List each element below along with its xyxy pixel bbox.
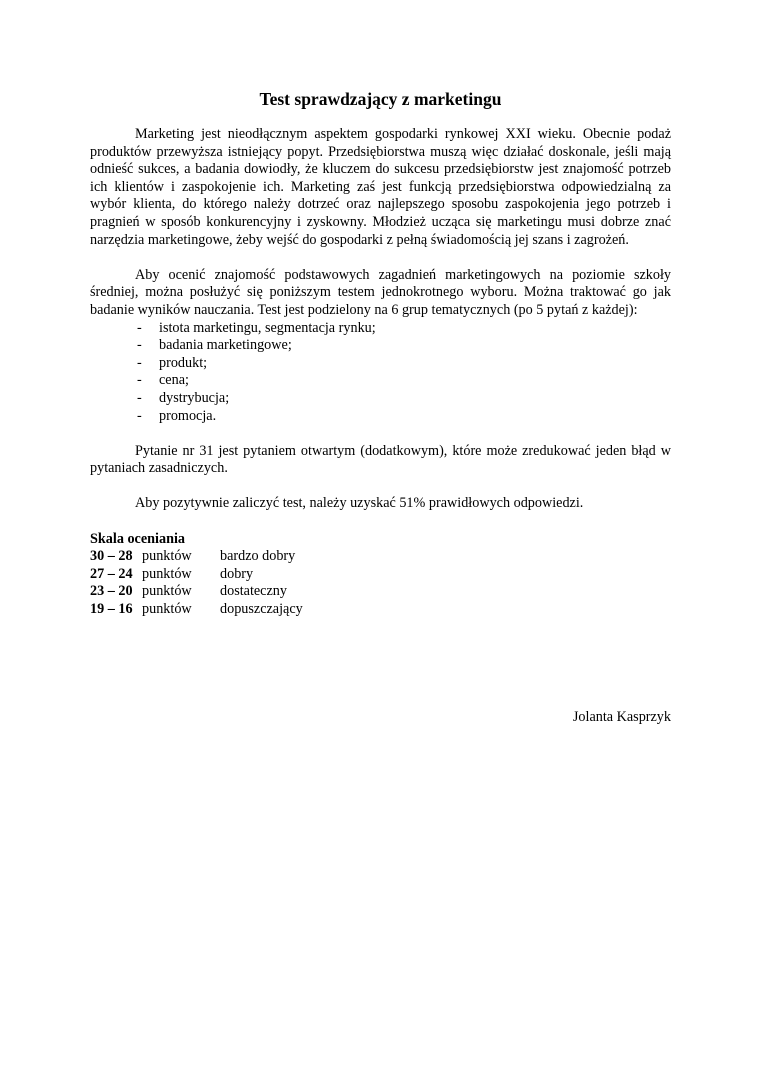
list-marker: - — [137, 407, 142, 424]
list-marker: - — [137, 319, 142, 336]
list-item: - produkt; — [137, 354, 208, 371]
author-signature: Jolanta Kasprzyk — [572, 709, 671, 725]
list-item: - promocja. — [137, 407, 217, 424]
document-title: Test sprawdzający z marketingu — [259, 89, 502, 109]
list-marker: - — [137, 389, 142, 406]
grade-range: 30 – 28 — [90, 548, 133, 565]
grade-row — [90, 566, 671, 584]
assessment-paragraph: Aby ocenić znajomość podstawowych zagadnień marketingowych na poziomie szkoły średniej, można posłużyć się poniższym testem jednokrotnego wyboru. Można traktować go jak badanie wyników nauczania. Test jest podzielony na 6 grup tematycznych (po 5 pytań z każdej): — [90, 266, 671, 318]
grade-range: 19 – 16 — [90, 601, 133, 618]
list-marker: - — [137, 337, 142, 354]
list-marker: - — [137, 372, 142, 389]
intro-paragraph: Marketing jest nieodłącznym aspektem gospodarki rynkowej XXI wieku. Obecnie podaż produktów przewyższa istniejący popyt. Przedsiębiorstwa muszą więc działać doskonale, jeśli mają odnieść sukces, a badania dowiodły, że kluczem do sukcesu przedsiębiorstw jest znajomość potrzeb ich klientów i zaspokojenie ich. Marketing zaś jest funkcją przedsiębiorstwa odpowiedzialną za wybór klienta, do którego należy dotrzeć oraz najlepszego sposobu zaspokojenia jego potrzeb i pragnień w sposób konkurencyjny i zyskowny. Młodzież ucząca się marketingu musi dobrze znać narzędzia marketingowe, żeby wejść do gospodarki z pełną świadomością jej szans i zagrożeń. — [90, 126, 671, 248]
grade-label: dostateczny — [220, 583, 287, 600]
list-item: - istota marketingu, segmentacja rynku; — [137, 319, 376, 336]
grade-row — [90, 548, 671, 566]
topics-list — [90, 320, 671, 426]
grading-heading: Skala oceniania — [90, 530, 185, 547]
grading-scale — [90, 531, 671, 619]
grade-row — [90, 601, 671, 619]
grade-unit: punktów — [142, 548, 192, 565]
grade-label: bardzo dobry — [220, 548, 296, 565]
passing-paragraph: Aby pozytywnie zaliczyć test, należy uzyskać 51% prawidłowych odpowiedzi. — [135, 495, 584, 512]
grade-range: 23 – 20 — [90, 583, 133, 600]
grade-unit: punktów — [142, 583, 192, 600]
grade-row — [90, 583, 671, 601]
grade-range: 27 – 24 — [90, 565, 133, 582]
list-item: - cena; — [137, 372, 189, 389]
grade-label: dobry — [220, 565, 254, 582]
question31-paragraph: Pytanie nr 31 jest pytaniem otwartym (dodatkowym), które może zredukować jeden błąd w pytaniach zasadniczych. — [90, 442, 671, 477]
grade-label: dopuszczający — [220, 601, 303, 618]
list-item: - badania marketingowe; — [137, 337, 292, 354]
grade-unit: punktów — [142, 601, 192, 618]
grade-unit: punktów — [142, 565, 192, 582]
document-page — [90, 88, 671, 725]
list-marker: - — [137, 354, 142, 371]
list-item: - dystrybucja; — [137, 389, 230, 406]
